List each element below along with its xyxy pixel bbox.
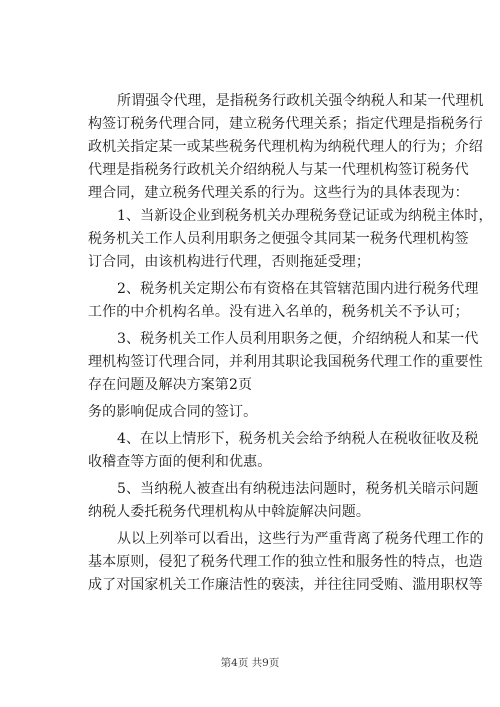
text-line: 政机关指定某一或某些税务代理机构为纳税代理人的行为；介绍 [88, 139, 483, 155]
page-number-footer: 第4页 共9页 [220, 657, 280, 669]
text-line: 理机构签订代理合同，并利用其职论我国税务代理工作的重要性 [88, 354, 483, 370]
text-line: 2、税务机关定期公布有资格在其管辖范围内进行税务代理 [117, 281, 479, 297]
text-line: 5、当纳税人被查出有纳税违法问题时，税务机关暗示问题 [117, 481, 479, 497]
text-line: 收稽查等方面的便利和优惠。 [88, 454, 272, 470]
text-line: 存在问题及解决方案第2页 [88, 377, 253, 393]
text-line: 工作的中介机构名单。没有进入名单的，税务机关不予认可； [88, 304, 469, 320]
text-line: 基本原则，侵犯了税务代理工作的独立性和服务性的特点，也造 [88, 554, 483, 570]
text-line: 订合同，由该机构进行代理，否则拖延受理； [88, 254, 370, 270]
text-line: 4、在以上情形下，税务机关会给予纳税人在税收征收及税 [117, 431, 479, 447]
text-line: 3、税务机关工作人员利用职务之便，介绍纳税人和某一代 [117, 331, 479, 347]
text-line: 所谓强令代理，是指税务行政机关强令纳税人和某一代理机 [117, 93, 484, 109]
body-text [88, 90, 493, 597]
text-line: 构签订税务代理合同，建立税务代理关系；指定代理是指税务行 [88, 116, 483, 132]
text-line: 成了对国家机关工作廉洁性的亵渎，并往往同受贿、滥用职权等 [88, 577, 483, 593]
text-line: 从以上列举可以看出，这些行为严重背离了税务代理工作的 [117, 531, 484, 547]
text-line: 税务机关工作人员利用职务之便强令其同某一税务代理机构签 [88, 231, 469, 247]
text-line: 1、当新设企业到税务机关办理税务登记证或为纳税主体时， [117, 208, 493, 224]
text-line: 理合同，建立税务代理关系的行为。这些行为的具体表现为： [88, 185, 469, 201]
text-line: 代理是指税务行政机关介绍纳税人与某一代理机构签订税务代 [88, 162, 469, 178]
text-line: 纳税人委托税务代理机构从中斡旋解决问题。 [88, 504, 370, 520]
text-line: 务的影响促成合同的签订。 [88, 404, 258, 420]
